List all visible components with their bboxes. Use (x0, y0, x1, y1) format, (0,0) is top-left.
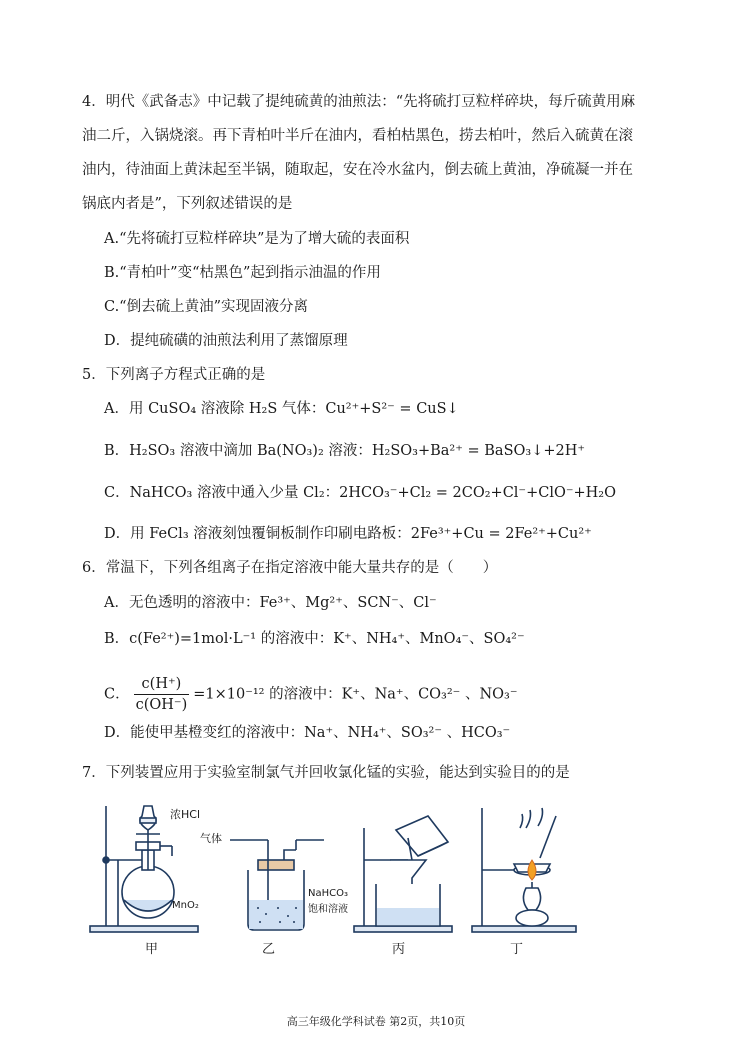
q5-option-d-prefix: D．用 FeCl₃ 溶液刻蚀覆铜板制作印刷电路板： (104, 526, 411, 542)
q7-stem: 7．下列装置应用于实验室制氯气并回收氯化锰的实验，能达到实验目的的是 (82, 765, 570, 781)
q6-option-c-rest: =1×10⁻¹² 的溶液中：K⁺、Na⁺、CO₃²⁻ 、NO₃⁻ (193, 686, 518, 703)
q5-stem: 5．下列离子方程式正确的是 (82, 367, 266, 383)
q5-option-b-equation: H₂SO₃+Ba²⁺ = BaSO₃↓+2H⁺ (371, 443, 586, 459)
apparatus-yi-label: 乙 (262, 942, 276, 957)
q6-option-c-label: C． (104, 686, 130, 703)
q5-option-c-prefix: C．NaHCO₃ 溶液中通入少量 Cl₂： (104, 485, 340, 501)
yi-gas-label: 气体 (200, 832, 222, 845)
apparatus-ding-label: 丁 (510, 942, 524, 957)
q4-option-b: B.“青柏叶”变“枯黑色”起到指示油温的作用 (104, 265, 381, 281)
apparatus-jia-figure (88, 798, 218, 938)
q5-option-a (104, 399, 459, 419)
jia-reagent-hcl: 浓HCl (170, 808, 201, 821)
q4-stem-line-4: 锅底内者是”，下列叙述错误的是 (82, 196, 293, 212)
q4-stem-line-1: 4．明代《武备志》中记载了提纯硫黄的油煎法：“先将硫打豆粒样碎块，每斤硫黄用麻 (82, 94, 636, 110)
q5-option-b (104, 441, 585, 461)
q4-option-c: C.“倒去硫上黄油”实现固液分离 (104, 299, 309, 315)
q6-option-b: B．c(Fe²⁺)=1mol·L⁻¹ 的溶液中：K⁺、NH₄⁺、MnO₄⁻、SO₄²⁻ (104, 631, 525, 647)
q6-fraction-denominator: c(OH⁻) (135, 697, 188, 713)
q4-option-d: D．提纯硫磺的油煎法利用了蒸馏原理 (104, 333, 348, 349)
apparatus-bing-label: 丙 (392, 942, 406, 957)
q5-option-d (104, 524, 592, 544)
q6-option-c (104, 674, 517, 715)
q5-option-b-prefix: B．H₂SO₃ 溶液中滴加 Ba(NO₃)₂ 溶液： (104, 443, 372, 459)
apparatus-bing-figure (352, 798, 462, 938)
q5-option-c (104, 483, 616, 503)
jia-reagent-mno2: MnO₂ (172, 900, 199, 911)
q6-stem: 6．常温下，下列各组离子在指定溶液中能大量共存的是（ ） (82, 560, 498, 576)
q6-option-a: A．无色透明的溶液中：Fe³⁺、Mg²⁺、SCN⁻、Cl⁻ (104, 595, 437, 611)
q4-stem-line-3: 油内，待油面上黄沫起至半锅，随取起，安在冷水盆内，倒去硫上黄油，净硫凝一并在 (82, 162, 633, 178)
q5-option-a-equation: Cu²⁺+S²⁻ = CuS↓ (325, 401, 459, 417)
q5-option-a-prefix: A．用 CuSO₄ 溶液除 H₂S 气体： (104, 401, 326, 417)
page-footer: 高三年级化学科试卷 第2页，共10页 (286, 1015, 466, 1028)
q6-option-c-fraction (134, 674, 190, 715)
yi-solution-line-2: 饱和溶液 (308, 904, 348, 915)
apparatus-ding-figure (470, 798, 580, 938)
q4-stem-line-2: 油二斤，入锅烧滚。再下青柏叶半斤在油内，看柏枯黑色，捞去柏叶，然后入硫黄在滚 (82, 128, 633, 144)
q4-option-a: A.“先将硫打豆粒样碎块”是为了增大硫的表面积 (104, 231, 410, 247)
q6-fraction-numerator: c(H⁺) (134, 674, 190, 695)
apparatus-yi-figure (200, 798, 350, 938)
q5-option-c-equation: 2HCO₃⁻+Cl₂ = 2CO₂+Cl⁻+ClO⁻+H₂O (339, 485, 616, 501)
q5-option-d-equation: 2Fe³⁺+Cu = 2Fe²⁺+Cu²⁺ (410, 526, 592, 542)
yi-solution-line-1: NaHCO₃ (308, 888, 348, 899)
apparatus-jia-label: 甲 (145, 942, 159, 957)
q6-option-d: D．能使甲基橙变红的溶液中：Na⁺、NH₄⁺、SO₃²⁻ 、HCO₃⁻ (104, 725, 511, 741)
